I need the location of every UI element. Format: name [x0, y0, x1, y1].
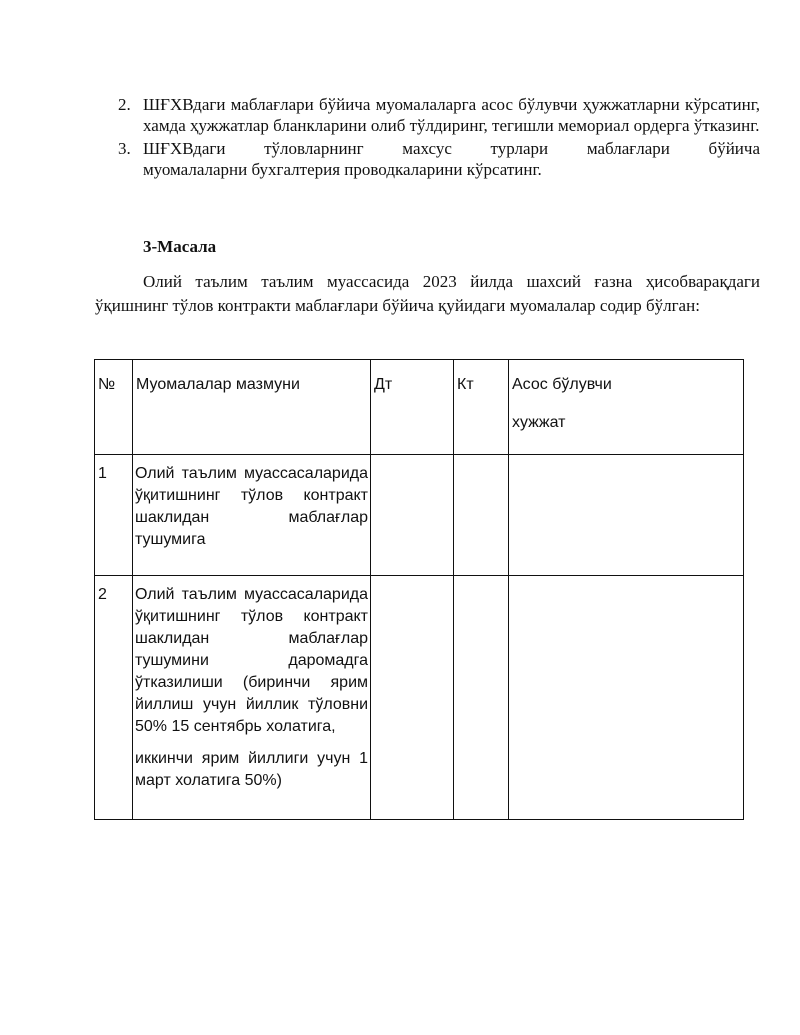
row-basis-document[interactable] — [509, 455, 744, 576]
header-number: № — [95, 360, 133, 455]
row-description-part1: Олий таълим муассасаларида ўқитишнинг тўлов контракт шаклидан маблағлар тушумини даромадга ўтказилиши (биринчи ярим йиллиш учун йиллик тўловни 50% 15 сентябрь холатига, — [135, 586, 368, 735]
header-debit: Дт — [371, 360, 454, 455]
section-heading: 3-Масала — [143, 237, 217, 256]
header-basis-line2: хужжат — [512, 414, 566, 431]
row-description — [133, 576, 371, 820]
row-debit[interactable] — [371, 455, 454, 576]
list-item — [95, 94, 760, 136]
row-credit[interactable] — [454, 455, 509, 576]
table-row — [95, 576, 744, 820]
list-item-text-rest: муомалаларни бухгалтерия проводкаларини кўрсатинг. — [143, 160, 542, 179]
operations-table — [94, 359, 744, 820]
header-basis-line1: Асос бўлувчи — [512, 376, 612, 393]
list-item-text: ШҒХВдаги маблағлари бўйича муомалаларга асос бўлувчи ҳужжатларни кўрсатинг, хамда ҳужжатлар бланкларини олиб тўлдиринг, тегишли мемориал ордерга ўтказинг. — [143, 95, 760, 135]
row-debit[interactable] — [371, 576, 454, 820]
row-basis-document[interactable] — [509, 576, 744, 820]
intro-paragraph: Олий таълим таълим муассасида 2023 йилда шахсий ғазна ҳисобварақдаги ўқишнинг тўлов контракти маблағлари бўйича қуйидаги муомалалар содир бўлган: — [95, 272, 760, 315]
row-description-part2: иккинчи ярим йиллиги учун 1 март холатига 50%) — [135, 750, 368, 789]
numbered-list — [95, 94, 760, 180]
table-header-row — [95, 360, 744, 455]
header-description: Муомалалар мазмуни — [133, 360, 371, 455]
row-description: Олий таълим муассасаларида ўқитишнинг тўлов контракт шаклидан маблағлар тушумига — [133, 455, 371, 576]
list-item-number: 2. — [118, 95, 131, 114]
table-row — [95, 455, 744, 576]
list-item-text — [95, 138, 760, 159]
list-item-text-first-line: ШҒХВдаги тўловларнинг махсус турлари маблағлари бўйича — [143, 139, 760, 158]
list-item-continuation — [95, 159, 760, 180]
list-item-number: 3. — [118, 139, 131, 158]
row-number: 1 — [95, 455, 133, 576]
header-credit: Кт — [454, 360, 509, 455]
header-basis-document — [509, 360, 744, 455]
list-item — [95, 138, 760, 159]
row-number: 2 — [95, 576, 133, 820]
row-credit[interactable] — [454, 576, 509, 820]
